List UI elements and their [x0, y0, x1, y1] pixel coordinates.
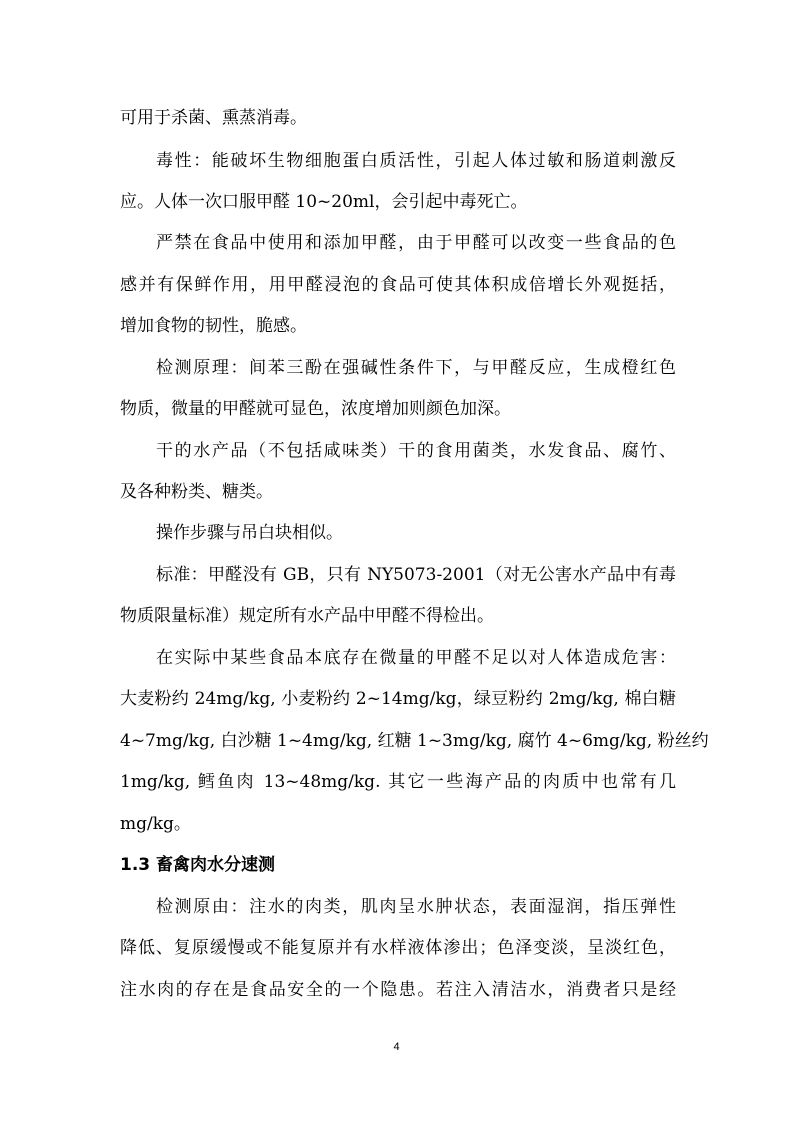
text-line-8: 物质，微量的甲醛就可显色，浓度增加则颜色加深。 [120, 399, 511, 419]
section-heading: 1.3 畜禽肉水分速测 [120, 855, 276, 875]
text-line-14: 在实际中某些食品本底存在微量的甲醛不足以对人体造成危害： [156, 648, 676, 668]
text-line-19: 检测原由：注水的肉类，肌肉呈水肿状态，表面湿润，指压弹性 [156, 897, 676, 917]
text-line-16: 4~7mg/kg, 白沙糖 1~4mg/kg, 红糖 1~3mg/kg, 腐竹 4~6mg/kg, 粉丝约 [120, 731, 709, 751]
text-line-5: 感并有保鲜作用，用甲醛浸泡的食品可使其体积成倍增长外观挺括， [120, 275, 676, 295]
text-line-20: 降低、复原缓慢或不能复原并有水样液体渗出；色泽变淡，呈淡红色， [120, 938, 676, 958]
text-line-3: 应。人体一次口服甲醛 10~20ml，会引起中毒死亡。 [120, 192, 528, 212]
text-line-13: 物质限量标准）规定所有水产品中甲醛不得检出。 [120, 606, 494, 626]
text-line-7: 检测原理：间苯三酚在强碱性条件下，与甲醛反应，生成橙红色 [156, 358, 676, 378]
text-line-18: mg/kg。 [120, 814, 191, 834]
text-line-2: 毒性：能破坏生物细胞蛋白质活性，引起人体过敏和肠道刺激反 [156, 151, 676, 171]
page-number: 4 [393, 1041, 400, 1053]
text-line-6: 增加食物的韧性，脆感。 [120, 316, 307, 336]
text-line-15: 大麦粉约 24mg/kg, 小麦粉约 2~14mg/kg，绿豆粉约 2mg/kg, 棉白糖 [120, 689, 676, 709]
text-line-17: 1mg/kg, 鳕鱼肉 13~48mg/kg. 其它一些海产品的肉质中也常有几 [120, 772, 676, 792]
text-line-10: 及各种粉类、糖类。 [120, 482, 273, 502]
text-line-4: 严禁在食品中使用和添加甲醛，由于甲醛可以改变一些食品的色 [156, 233, 676, 253]
text-line-21: 注水肉的存在是食品安全的一个隐患。若注入清洁水，消费者只是经 [120, 980, 676, 1000]
text-line-12: 标准：甲醛没有 GB，只有 NY5073-2001（对无公害水产品中有毒 [156, 565, 676, 585]
text-line-9: 干的水产品（不包括咸味类）干的食用菌类，水发食品、腐竹、 [156, 441, 676, 461]
text-line-1: 可用于杀菌、熏蒸消毒。 [120, 108, 307, 128]
text-line-11: 操作步骤与吊白块相似。 [156, 523, 343, 543]
